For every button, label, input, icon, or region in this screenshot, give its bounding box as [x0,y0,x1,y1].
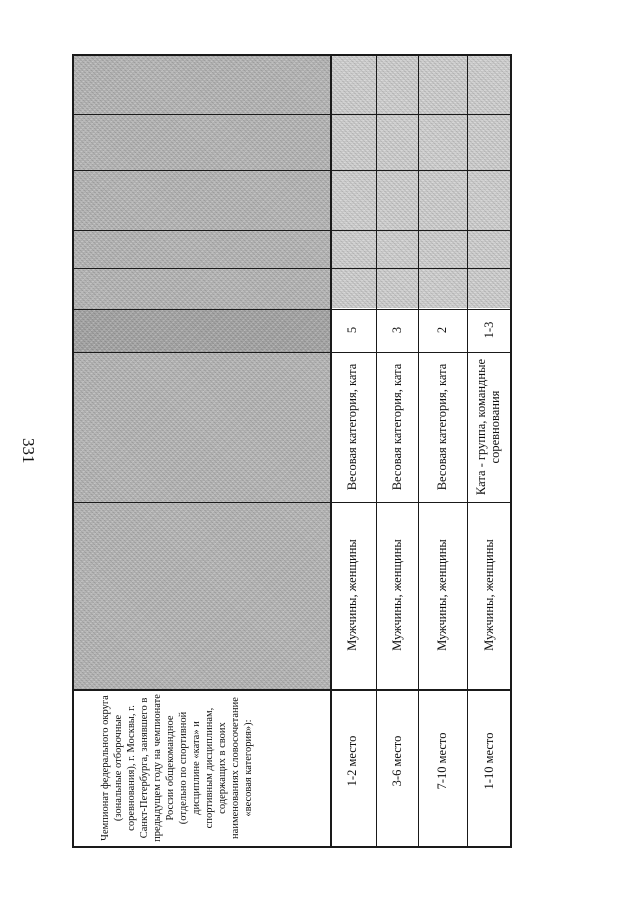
count-cell: 3 [390,326,404,334]
table-row [419,55,467,846]
participants-cell: Мужчины, женщины [345,539,359,651]
place-cell: 3-6 место [390,735,404,787]
header-cell [73,690,330,846]
place-cell: 1-2 место [345,735,359,787]
table-right-border [510,54,512,848]
count-cell: 1-3 [482,321,496,339]
discipline-cell: Ката - группа, командные соревнования [474,358,502,496]
page-number: 331 [19,438,38,464]
participants-cell: Мужчины, женщины [482,539,496,651]
place-cell: 1-10 место [482,732,496,790]
header-cell-text: Чемпионат федерального округа (зональные отборочные соревнования), г. Москвы, г. Санкт-Петербурга, занявшего в предыдущем году на чемпионате России общекомандное (отдельно по спортивной дисциплине «ката» и спортивным дисциплинам, содержащих в своих наименованиях словосочетание «весовая категория»): [100,694,254,842]
table-row [331,55,376,846]
place-cell: 7-10 место [435,732,449,790]
discipline-cell: Весовая категория, ката [435,363,449,491]
table-bottom-border [72,846,512,848]
table-row [468,55,510,846]
discipline-cell: Весовая категория, ката [390,363,404,491]
table-row [377,55,418,846]
participants-cell: Мужчины, женщины [435,539,449,651]
redacted-count-header [73,310,331,352]
count-cell: 5 [345,326,359,334]
redacted-header-area [73,55,331,689]
count-cell: 2 [435,326,449,334]
participants-cell: Мужчины, женщины [390,539,404,651]
discipline-cell: Весовая категория, ката [345,363,359,491]
